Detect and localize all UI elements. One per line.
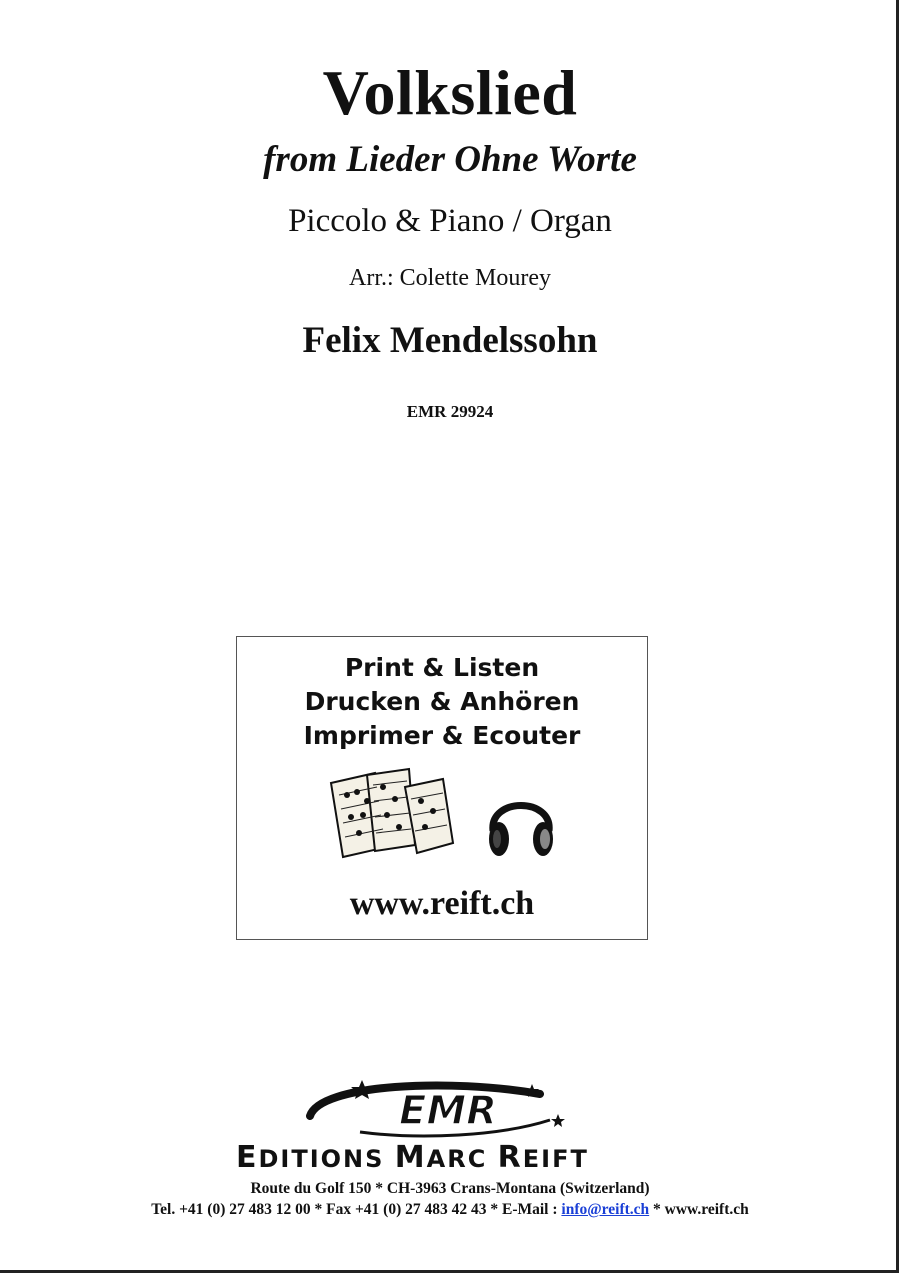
piece-title: Volkslied [322,57,578,128]
promo-line-french: Imprimer & Ecouter [303,721,581,750]
emr-logo [300,1076,580,1140]
website-link[interactable]: www.reift.ch [349,885,535,922]
publisher-initial-e: E [236,1140,259,1175]
composer: Felix Mendelssohn [302,320,598,361]
contact-phone-fax: Tel. +41 (0) 27 483 12 00 * Fax +41 (0) 27 483 42 43 * E-Mail : [151,1201,562,1218]
headphones-icon [485,783,557,863]
logo-text: EMR [399,1088,497,1134]
publisher-name [236,1140,676,1175]
publisher-initial-m: M [394,1140,427,1175]
publisher-address: Route du Golf 150 * CH-3963 Crans-Montana (Switzerland) [250,1180,650,1197]
publisher-word-marc: ARC [426,1145,498,1173]
publisher-initial-r: R [497,1140,523,1175]
publisher-word-reift: EIFT [522,1145,589,1173]
publisher-contact [0,1201,900,1219]
piece-subtitle: from Lieder Ohne Worte [263,139,637,180]
sheet-music-icon [327,765,457,861]
contact-website: * www.reift.ch [649,1201,749,1218]
arranger: Arr.: Colette Mourey [349,265,551,291]
catalog-number: EMR 29924 [406,402,494,421]
promo-line-english: Print & Listen [344,653,540,682]
promo-line-german: Drucken & Anhören [304,687,580,716]
publisher-word-editions: DITIONS [258,1145,395,1173]
email-link[interactable]: info@reift.ch [561,1201,650,1218]
print-listen-box [236,636,648,940]
instrumentation: Piccolo & Piano / Organ [288,203,612,239]
